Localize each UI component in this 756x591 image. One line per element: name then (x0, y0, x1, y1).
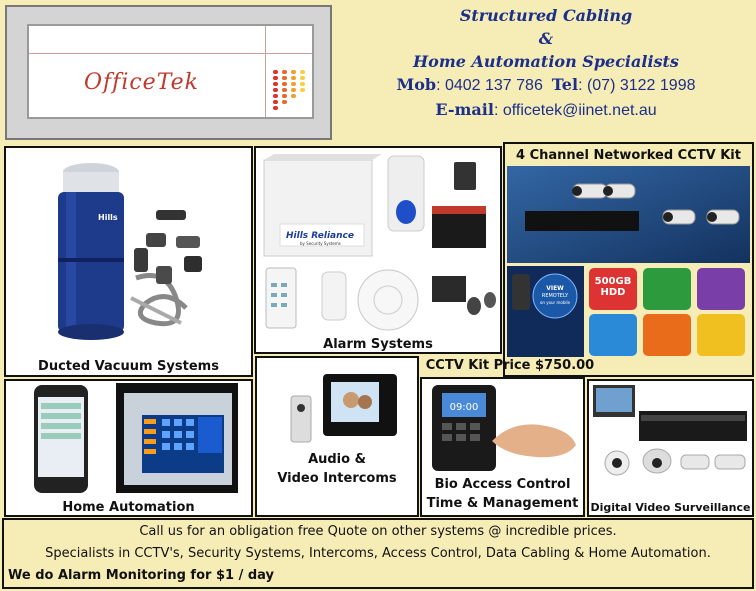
bio-caption-line1: Bio Access Control (434, 477, 571, 492)
bio-caption-line2: Time & Management (426, 496, 579, 511)
cctv-kit-title: 4 Channel Networked CCTV Kit (516, 148, 741, 163)
email-label: E-mail (435, 100, 494, 119)
logo-dot (273, 100, 278, 104)
intercom-caption-line1: Audio & (308, 452, 366, 467)
channels-tile-icon (643, 268, 691, 310)
logo-dot (291, 88, 296, 92)
remote-view-image (507, 266, 584, 357)
svg-text:09:00: 09:00 (449, 402, 479, 413)
svg-text:Hills: Hills (98, 213, 118, 222)
logo-dot (282, 88, 287, 92)
logo-dot (291, 70, 296, 74)
video-intercom-image (257, 358, 417, 448)
svg-text:by Security Systems: by Security Systems (300, 241, 341, 246)
cable-tile-icon (697, 314, 745, 356)
mouse-tile-icon (589, 314, 637, 356)
company-header (340, 4, 752, 140)
phone-line (340, 73, 752, 98)
tel-number[interactable]: : (07) 3122 1998 (578, 77, 696, 94)
mobile-label: Mob (396, 75, 437, 94)
cctv-cameras-image (507, 166, 750, 263)
footer-quote-line: Call us for an obligation free Quote on other systems @ incredible prices. (139, 524, 617, 539)
alarm-panel (254, 146, 502, 354)
logo-dot (291, 76, 296, 80)
svg-text:VIEW: VIEW (546, 285, 564, 292)
logo-dot (273, 76, 278, 80)
mobile-number[interactable]: : 0402 137 786 (436, 77, 543, 94)
logo-dot (273, 70, 278, 74)
tagline-ampersand: & (538, 29, 554, 48)
logo-dot (300, 88, 305, 92)
bio-access-panel (420, 377, 585, 517)
tel-label: Tel (551, 75, 579, 94)
home-automation-image (6, 381, 251, 497)
cctv-kit-panel (503, 142, 754, 377)
logo-dot (282, 82, 287, 86)
surveillance-caption: Digital Video Surveillance (590, 501, 751, 514)
logo-dot-grid-icon (273, 68, 323, 112)
remote-tile-icon (643, 314, 691, 356)
svg-text:REMOTELY: REMOTELY (541, 293, 569, 299)
surveillance-panel (587, 379, 754, 517)
logo-card (27, 24, 314, 119)
footer-specialists-line: Specialists in CCTV's, Security Systems, Intercoms, Access Control, Data Cabling & Home Automation. (45, 546, 711, 561)
svg-text:Hills Reliance: Hills Reliance (286, 231, 354, 241)
home-automation-caption: Home Automation (62, 500, 195, 515)
logo-dot (282, 76, 287, 80)
logo-dot (282, 94, 287, 98)
svg-text:on your mobile: on your mobile (539, 300, 571, 305)
logo-dot (282, 70, 287, 74)
vacuum-caption: Ducted Vacuum Systems (38, 359, 219, 374)
email-line (340, 98, 752, 123)
logo-rule (29, 53, 312, 54)
bio-access-image (422, 379, 583, 474)
logo-dot (291, 82, 296, 86)
ducted-vacuum-image (6, 148, 251, 353)
motion-tile-icon (697, 268, 745, 310)
footer-monitoring-line: We do Alarm Monitoring for $1 / day (8, 568, 274, 583)
intercom-panel (255, 356, 419, 517)
vacuum-panel (4, 146, 253, 377)
cctv-feature-tiles (589, 268, 749, 357)
logo-dot (291, 94, 296, 98)
logo-dot (273, 106, 278, 110)
intercom-caption-line2: Video Intercoms (277, 471, 397, 486)
logo-dot (273, 94, 278, 98)
alarm-systems-image (256, 148, 500, 333)
footer (2, 518, 754, 589)
logo-dot (282, 100, 287, 104)
tagline-line1: Structured Cabling (459, 6, 633, 25)
alarm-caption: Alarm Systems (323, 337, 433, 352)
surveillance-image (589, 381, 752, 493)
logo-dot (273, 88, 278, 92)
cctv-price: CCTV Kit Price $750.00 (425, 358, 595, 373)
home-automation-panel (4, 379, 253, 517)
tagline-line3: Home Automation Specialists (413, 52, 679, 71)
logo-dot (300, 70, 305, 74)
email-address[interactable]: : officetek@iinet.net.au (493, 102, 657, 119)
officetek-logo (5, 5, 332, 140)
hdd-tile: 500GB HDD (589, 268, 637, 310)
logo-dot (273, 82, 278, 86)
logo-dot (300, 76, 305, 80)
logo-vertical-rule (265, 26, 266, 117)
logo-dot (300, 82, 305, 86)
logo-text: OfficeTek (84, 70, 200, 95)
